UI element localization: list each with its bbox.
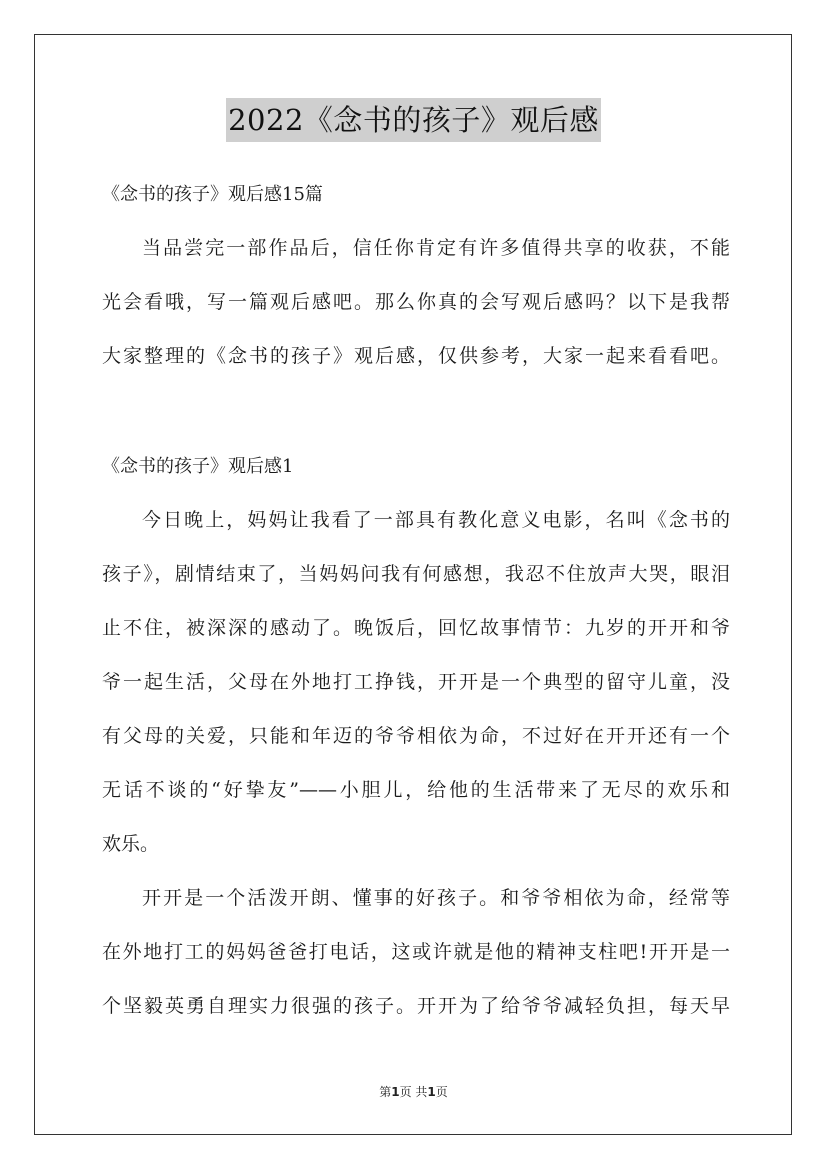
paragraph-line: 孩子》，剧情结束了，当妈妈问我有何感想，我忍不住放声大哭，眼泪 [102,563,730,585]
paragraph-line: 个坚毅英勇自理实力很强的孩子。开开为了给爷爷减轻负担，每天早 [102,995,730,1017]
paragraph-line: 开开是一个活泼开朗、懂事的好孩子。和爷爷相依为命，经常等 [142,887,730,909]
footer-mid: 页 共 [399,1085,428,1099]
paragraph-line: 爷一起生活，父母在外地打工挣钱，开开是一个典型的留守儿童，没 [102,671,730,693]
paragraph-line: 今日晚上，妈妈让我看了一部具有教化意义电影，名叫《念书的 [142,509,730,531]
intro-line: 当品尝完一部作品后，信任你肯定有许多值得共享的收获，不能 [142,237,730,259]
footer-suffix: 页 [435,1085,448,1099]
intro-line: 大家整理的《念书的孩子》观后感，仅供参考，大家一起来看看吧。 [102,345,730,367]
paragraph-line: 在外地打工的妈妈爸爸打电话，这或许就是他的精神支柱吧!开开是一 [102,941,730,963]
footer-total-pages: 1 [427,1085,436,1099]
footer-current-page: 1 [391,1085,400,1099]
document-title: 2022《念书的孩子》观后感 [226,98,601,142]
intro-line: 光会看哦，写一篇观后感吧。那么你真的会写观后感吗？以下是我帮 [102,291,730,313]
title-container [0,98,827,142]
paragraph-line: 止不住，被深深的感动了。晚饭后，回忆故事情节：九岁的开开和爷 [102,617,730,639]
paragraph-line: 欢乐。 [102,833,160,855]
section-heading: 《念书的孩子》观后感1 [102,456,294,477]
paragraph-line: 无话不谈的“好挚友”——小胆儿，给他的生活带来了无尽的欢乐和 [102,779,730,801]
document-subtitle: 《念书的孩子》观后感15篇 [102,184,323,205]
paragraph-line: 有父母的关爱，只能和年迈的爷爷相依为命，不过好在开开还有一个 [102,725,730,747]
footer-prefix: 第 [379,1085,392,1099]
page-footer [0,1083,827,1101]
